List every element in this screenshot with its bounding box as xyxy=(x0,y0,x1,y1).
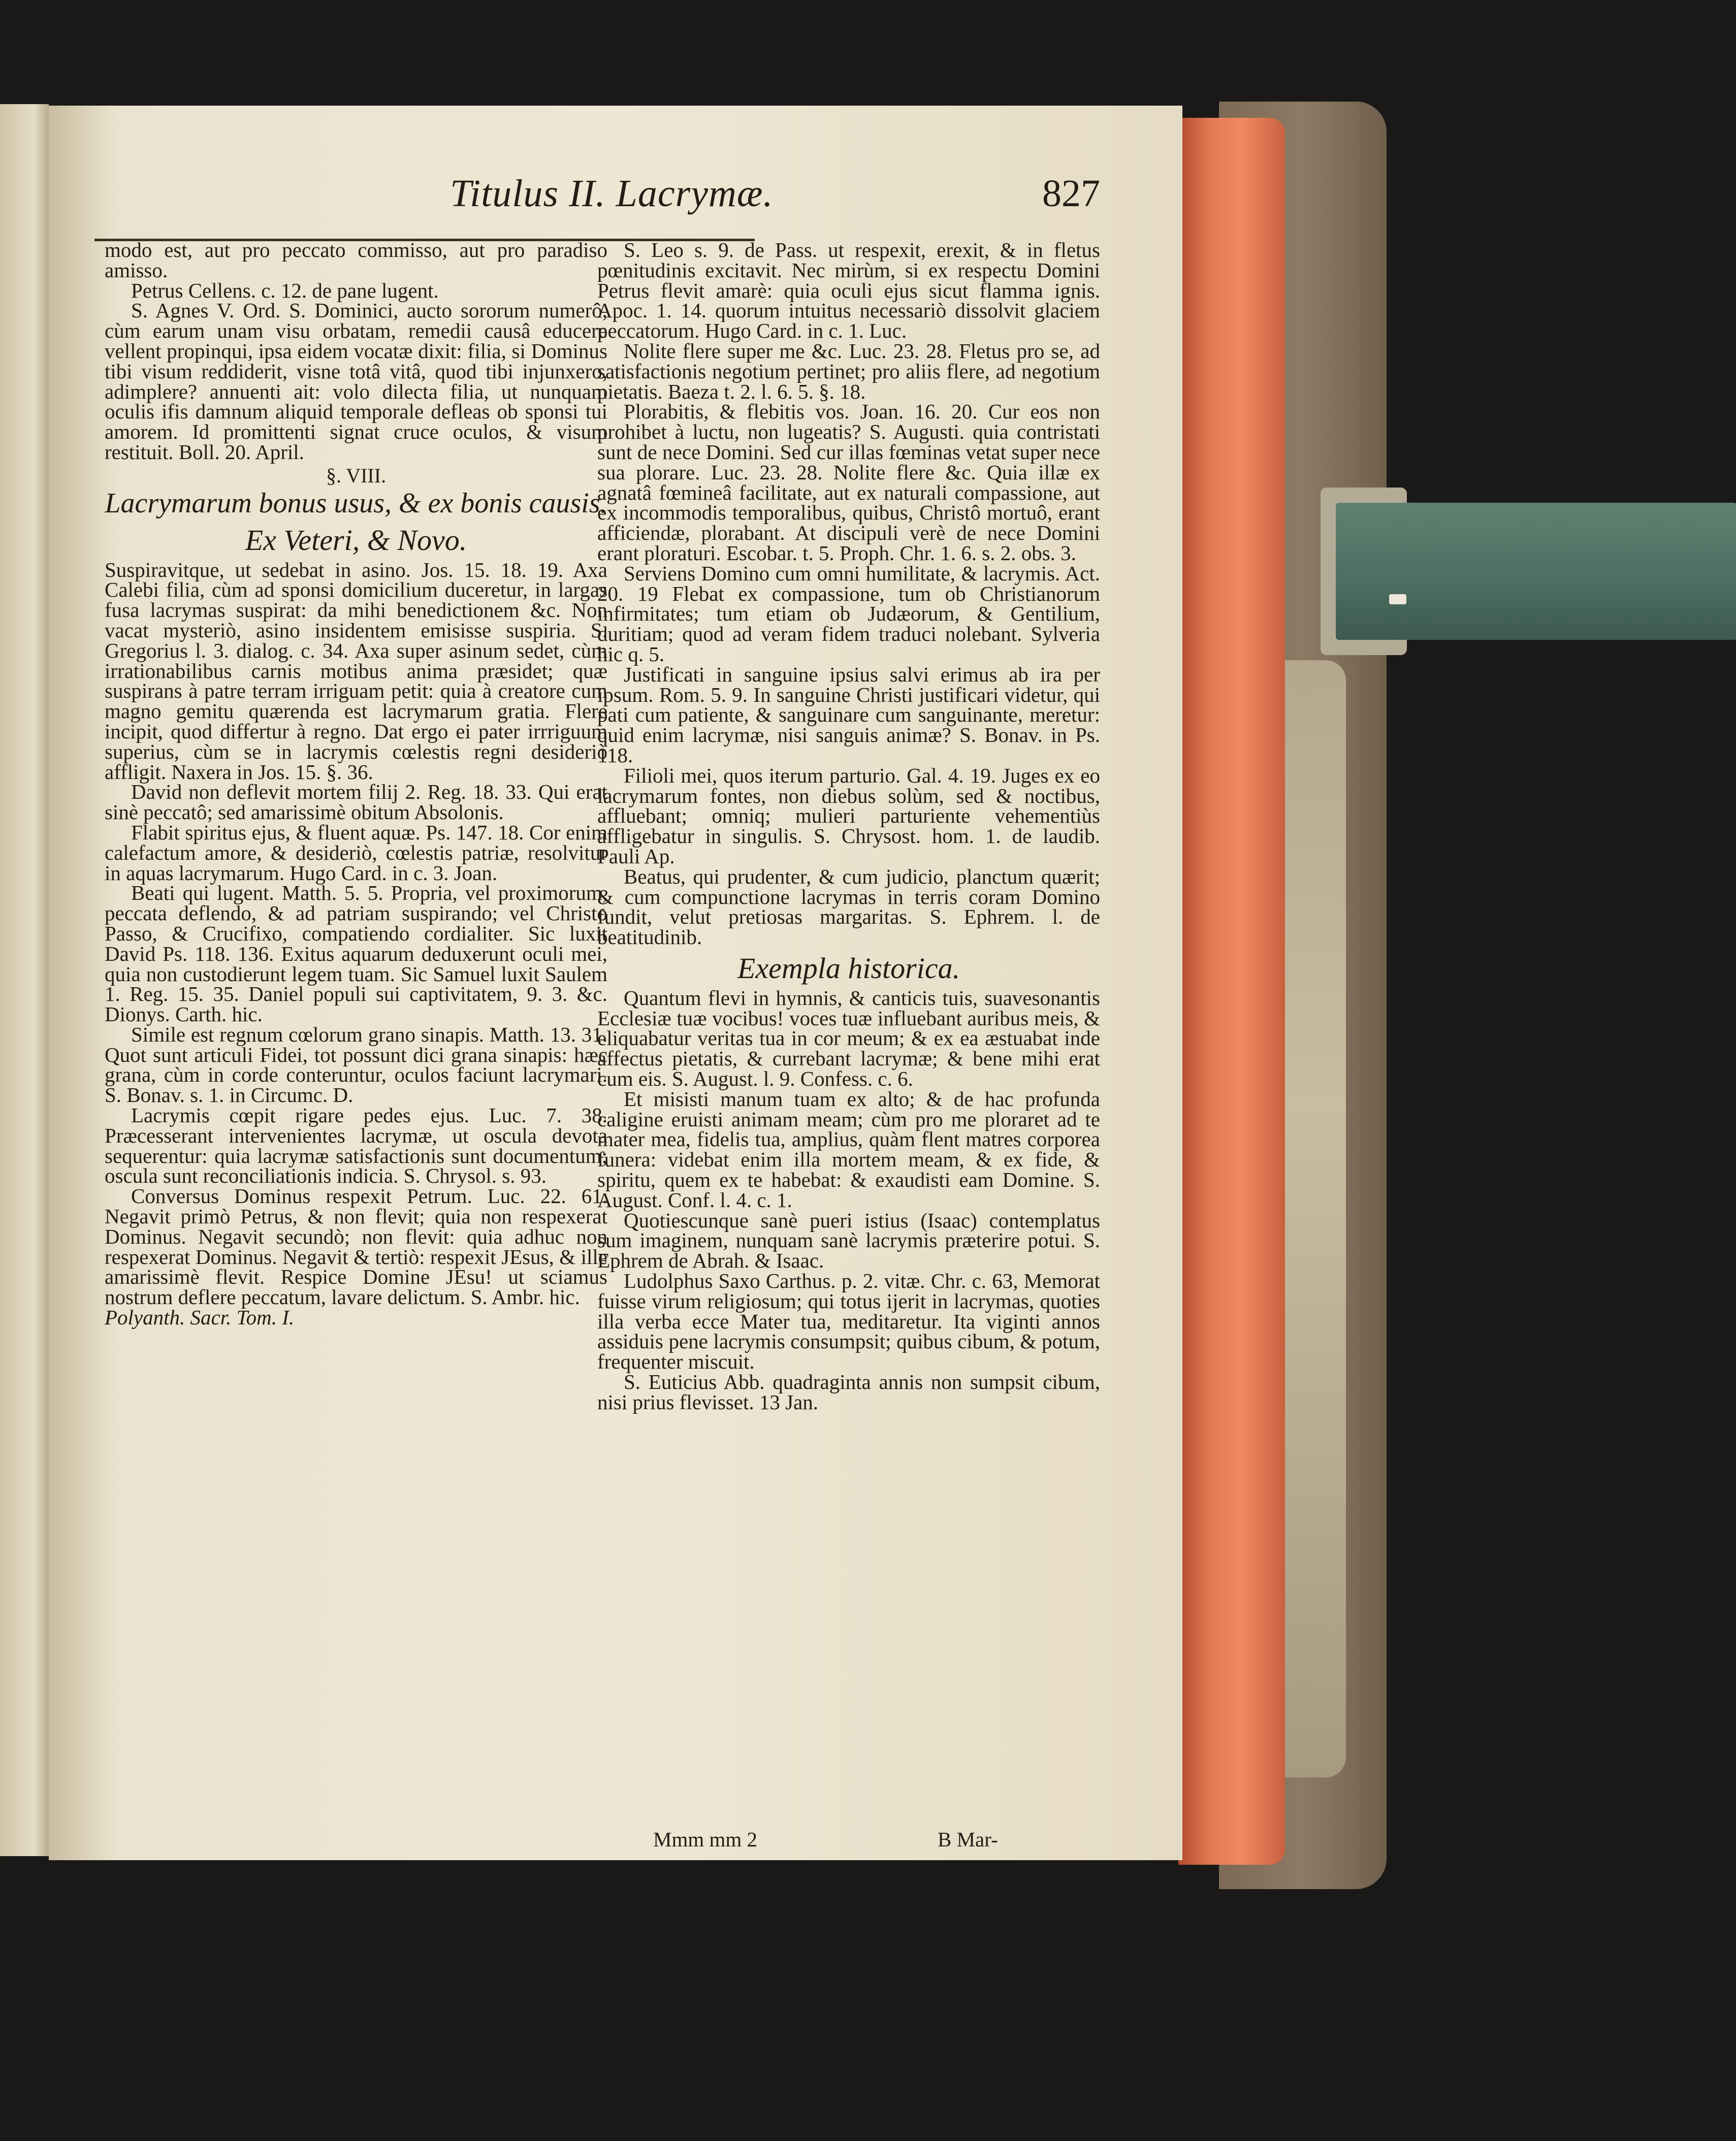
book-page xyxy=(49,106,1182,1860)
left-column xyxy=(105,240,607,1328)
paragraph: S. Leo s. 9. de Pass. ut respexit, erexit, & in fletus pœnitudinis excitavit. Nec mirùm, si ex respectu Domini Petrus flevit amarè: quia oculi ejus sicut flamma ignis. Apoc. 1. 14. quorum intuitus necessariò dissolvit glaciem peccatorum. Hugo Card. in c. 1. Luc. xyxy=(597,238,1100,343)
facing-left-page xyxy=(0,104,49,1856)
paragraph: Flabit spiritus ejus, & fluent aquæ. Ps. 147. 18. Cor enim calefactum amore, & desideriò, cœlestis patriæ, resolvitur in aquas lacrymarum. Hugo Card. in c. 3. Joan. xyxy=(105,820,607,885)
paragraph: S. Agnes V. Ord. S. Dominici, aucto sororum numerô, cùm earum unam visu orbatam, remedii causâ educere vellent propinqui, ipsa eidem vocatæ dixit: filia, si Dominus tibi visum reddiderit, visne totâ vitâ, quod tibi injunxero, adimplere? annuenti ait: volo dilecta filia, ut nunquam oculis ifis damnum aliquid temporale defleas ob sponsi tui amorem. Id promittenti signat cruce oculos, & visum restituit. Boll. 20. April. xyxy=(105,299,607,464)
paragraph: David non deflevit mortem filij 2. Reg. 18. 33. Qui erat sinè peccatô; sed amarissimè obitum Absolonis. xyxy=(105,780,607,824)
page-number: 827 xyxy=(1042,172,1100,215)
paragraph: Nolite flere super me &c. Luc. 23. 28. Fletus pro se, ad satisfactionis negotium pertinet; pro aliis flere, ad negotium pietatis. Baeza t. 2. l. 6. 5. §. 18. xyxy=(597,339,1100,403)
section-heading: Lacrymarum bonus usus, & ex bonis causis. xyxy=(105,487,607,519)
paragraph: Serviens Domino cum omni humilitate, & lacrymis. Act. 20. 19 Flebat ex compassione, tum ob Christianorum infirmitates; tum etiam ob Judæorum, & Gentilium, duritiam; quod ad veram fidem traduci nolebant. Sylveria hic q. 5. xyxy=(597,561,1100,666)
paragraph: Polyanth. Sacr. Tom. I. xyxy=(105,1306,295,1329)
catchword: B Mar- xyxy=(938,1828,998,1851)
paragraph: S. Euticius Abb. quadraginta annis non sumpsit cibum, nisi prius flevisset. 13 Jan. xyxy=(597,1370,1100,1414)
paragraph: Ludolphus Saxo Carthus. p. 2. vitæ. Chr. c. 63, Memorat fuisse virum religiosum; qui totus ijerit in lacrymas, quoties illa verba ecce Mater tua, meditaretur. Ita viginti annos assiduis pene lacrymis consumpsit; quibus cibum, & potum, frequenter miscuit. xyxy=(597,1269,1100,1374)
paragraph: Plorabitis, & flebitis vos. Joan. 16. 20. Cur eos non prohibet à luctu, non lugeatis? S. Augusti. quia contristati sunt de nece Domini. Sed cur illas fœminas vetat super nece sua plorare. Luc. 23. 28. Nolite flere &c. Quia illæ ex agnatâ fœmineâ facilitate, aut ex naturali compassione, aut ex incommodis temporalibus, quibus, Christô mortuô, erant afficiendæ, plorabant. At discipuli verè de nece Domini erant ploraturi. Escobar. t. 5. Proph. Chr. 1. 6. s. 2. obs. 3. xyxy=(597,400,1100,565)
paragraph: Petrus Cellens. c. 12. de pane lugent. xyxy=(131,278,439,302)
paragraph: Simile est regnum cœlorum grano sinapis. Matth. 13. 31. Quot sunt articuli Fidei, tot possunt dici grana sinapis: hæc grana, cùm in corde conteruntur, oculos faciunt lacrymari. S. Bonav. s. 1. in Circumc. D. xyxy=(105,1022,607,1107)
paragraph: Lacrymis cœpit rigare pedes ejus. Luc. 7. 38. Præcesserant intervenientes lacrymæ, ut oscula devota sequerentur: quia lacrymæ satisfactionis sunt documentum; oscula sunt reconciliationis indicia. S. Chrysol. s. 93. xyxy=(105,1104,607,1188)
clasp-strap xyxy=(1336,503,1736,640)
paragraph: Beati qui lugent. Matth. 5. 5. Propria, vel proximorum, peccata deflendo, & ad patriam suspirando; vel Christo Passo, & Crucifixo, compatiendo cordialiter. Sic luxit David Ps. 118. 136. Exitus aquarum deduxerunt oculi mei, quia non custodierunt legem tuam. Sic Samuel luxit Saulem 1. Reg. 15. 35. Daniel populi sui captivitatem, 9. 3. &c. Dionys. Carth. hic. xyxy=(105,881,607,1026)
right-column xyxy=(597,240,1100,1413)
running-title: Titulus II. Lacrymæ. xyxy=(450,172,774,215)
paragraph: Suspiravitque, ut sedebat in asino. Jos. 15. 18. 19. Axa Calebi filia, cùm ad sponsi domicilium duceretur, in largas fusa lacrymas suspirat: da mihi benedictionem &c. Non vacat mysteriò, asino insidentem emisisse suspiria. S. Gregorius l. 3. dialog. c. 34. Axa super asinum sedet, cùm irrationabilibus carnis motibus anima præsidet; quæ suspirans à patre terram irriguam petit: quia à creatore cum magno gemitu quærenda est lacrymarum gratia. Flere incipit, quod differtur à regno. Dat ergo ei pater irrriguum superius, cùm se in lacrymis cœlestis regni desideriò affligit. Naxera in Jos. 15. §. 36. xyxy=(105,558,607,784)
paragraph: Filioli mei, quos iterum parturio. Gal. 4. 19. Juges ex eo lacrymarum fontes, non diebus solùm, sed & noctibus, affluebant; omniq; mulieri parturiente vehementiùs affligebatur in singulis. S. Chrysost. hom. 1. de laudib. Pauli Ap. xyxy=(597,763,1100,868)
paragraph: Quotiescunque sanè pueri istius (Isaac) contemplatus sum imaginem, nunquam sanè lacrymis præterire potui. S. Ephrem de Abrah. & Isaac. xyxy=(597,1208,1100,1273)
running-header xyxy=(450,172,1100,233)
section-heading: §. VIII. xyxy=(326,464,387,487)
paragraph: Conversus Dominus respexit Petrum. Luc. 22. 61. Negavit primò Petrus, & non flevit; quia non respexerat Dominus. Negavit secundò; non flevit: quia adhuc non respexerat Dominus. Negavit & tertiò: respexit JEsus, & ille amarissimè flevit. Respice Domine JEsu! ut sciamus nostrum deflere peccatum, lavare delictum. S. Ambr. hic. xyxy=(105,1184,607,1309)
signature-mark: Mmm mm 2 xyxy=(653,1828,758,1851)
paragraph: Justificati in sanguine ipsius salvi erimus ab ira per ipsum. Rom. 5. 9. In sanguine Christi justificari videtur, qui pati cum patiente, & sanguinare cum sanguinante, meretur: quid enim lacrymæ, nisi sanguis animæ? S. Bonav. in Ps. 118. xyxy=(597,662,1100,767)
paragraph: modo est, aut pro peccato commisso, aut pro paradiso amisso. xyxy=(105,238,607,282)
clasp-pin xyxy=(1389,594,1406,604)
red-page-edges xyxy=(1178,118,1285,1865)
paragraph: Et misisti manum tuam ex alto; & de hac profunda caligine eruisti animam meam; cùm pro me ploraret ad te mater mea, fidelis tua, amplius, quàm flent matres corporea funera: videbat enim illa mortem meam, & ex fide, & spiritu, quem ex te habebat: & exaudisti eam Domine. S. August. Conf. l. 4. c. 1. xyxy=(597,1087,1100,1212)
section-heading: Ex Veteri, & Novo. xyxy=(245,523,467,557)
section-heading: Exempla historica. xyxy=(737,951,960,985)
paragraph: Quantum flevi in hymnis, & canticis tuis, suavesonantis Ecclesiæ tuæ vocibus! voces tuæ influebant auribus meis, & eliquabatur veritas tua in cor meum; & ex ea æstuabat inde affectus pietatis, & currebant lacrymæ; & bene mihi erat cum eis. S. August. l. 9. Confess. c. 6. xyxy=(597,986,1100,1091)
paragraph: Beatus, qui prudenter, & cum judicio, planctum quærit; & cum compunctione lacrymas in terris coram Domino fundit, velut pretiosas margaritas. S. Ephrem. l. de beatitudinib. xyxy=(597,864,1100,949)
